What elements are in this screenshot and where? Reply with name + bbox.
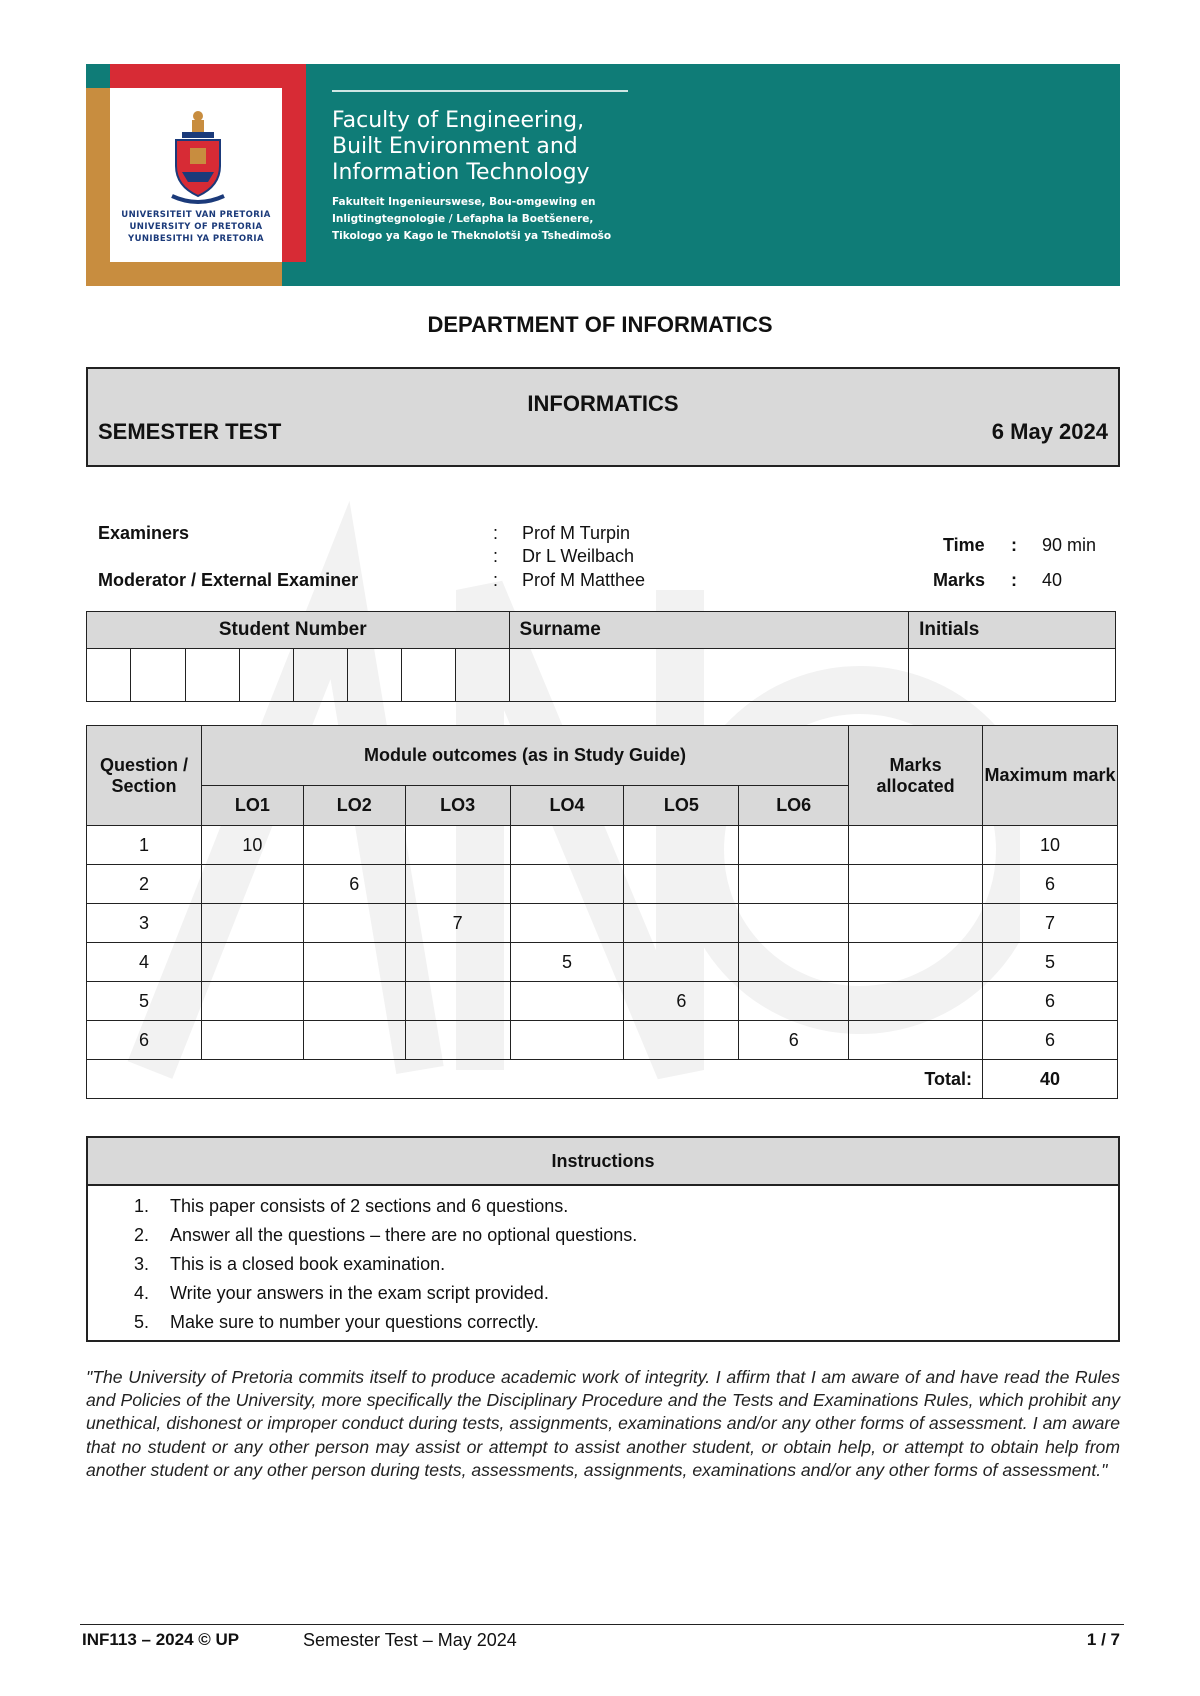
university-name-sepedi: YUNIBESITHI YA PRETORIA: [128, 234, 264, 244]
instruction-text: This paper consists of 2 sections and 6 questions.: [170, 1196, 569, 1216]
moderator-label: Moderator / External Examiner: [98, 570, 359, 590]
lo3-header: LO3: [405, 786, 510, 826]
list-item: [88, 1279, 1118, 1308]
examiners-label: Examiners: [98, 523, 190, 543]
lo-mark: 6: [303, 865, 405, 904]
instructions-title: Instructions: [88, 1138, 1118, 1186]
lo-mark: [303, 982, 405, 1021]
lo-mark: [201, 904, 303, 943]
lo-mark: 10: [201, 826, 303, 865]
lo-mark: [739, 943, 849, 982]
lo-mark: [303, 1021, 405, 1060]
lo-mark: [201, 865, 303, 904]
footer-rule: [80, 1624, 1124, 1625]
test-date: 6 May 2024: [991, 419, 1108, 444]
faculty-subtitle-line-3: Tikologo ya Kago le Theknolotši ya Tshedimošo: [332, 230, 612, 242]
footer-course-code: INF113 – 2024 © UP: [82, 1630, 240, 1649]
question-number: 5: [87, 982, 202, 1021]
lo-mark: 6: [739, 1021, 849, 1060]
marks-colon: :: [1011, 570, 1017, 590]
student-number-digit-4[interactable]: [239, 649, 293, 702]
university-logo: [110, 88, 282, 262]
university-name-english: UNIVERSITY OF PRETORIA: [129, 222, 263, 232]
marks-label: Marks: [933, 570, 986, 590]
table-row: [87, 865, 1118, 904]
initials-field[interactable]: [909, 649, 1116, 702]
examiners-colon: :: [493, 523, 499, 543]
maximum-mark-header: Maximum mark: [983, 726, 1118, 826]
lo-mark: [510, 904, 624, 943]
student-number-digit-2[interactable]: [130, 649, 185, 702]
lo-mark: [405, 865, 510, 904]
lo-mark: [624, 943, 739, 982]
faculty-title-line-3: Information Technology: [332, 160, 590, 185]
faculty-subtitle-line-2: Inligtingtegnologie / Lefapha la Boetšenere,: [332, 213, 594, 225]
examiner-2: Dr L Weilbach: [522, 546, 635, 566]
marks-allocated-header: Marks allocated: [849, 726, 983, 826]
instruction-text: Answer all the questions – there are no optional questions.: [170, 1225, 638, 1245]
question-number: 2: [87, 865, 202, 904]
lo1-header: LO1: [201, 786, 303, 826]
lo-mark: [510, 1021, 624, 1060]
lo-mark: [405, 982, 510, 1021]
marks-value: 40: [1042, 570, 1063, 590]
examiners-colon-2: :: [493, 546, 499, 566]
instruction-number: 4.: [134, 1283, 150, 1303]
lo-mark: [624, 826, 739, 865]
student-details-table: [86, 611, 1116, 702]
student-number-digit-3[interactable]: [185, 649, 239, 702]
list-item: [88, 1192, 1118, 1221]
list-item: [88, 1308, 1118, 1337]
lo-mark: [510, 865, 624, 904]
lo-mark: [624, 904, 739, 943]
test-type: SEMESTER TEST: [98, 419, 282, 444]
subject-title: INFORMATICS: [527, 391, 679, 416]
table-row: [87, 1021, 1118, 1060]
table-row: [87, 982, 1118, 1021]
total-row: [87, 1060, 1118, 1099]
lo-mark: 7: [405, 904, 510, 943]
time-label: Time: [943, 535, 985, 555]
lo-mark: [405, 943, 510, 982]
lo-mark: [624, 865, 739, 904]
banner-rule: [332, 90, 628, 92]
footer-test-name: Semester Test – May 2024: [303, 1630, 517, 1650]
test-header-box: [86, 367, 1120, 467]
table-row: [87, 943, 1118, 982]
time-value: 90 min: [1042, 535, 1097, 555]
moderator-colon: :: [493, 570, 499, 590]
integrity-pledge: "The University of Pretoria commits itself to produce academic work of integrity. I affirm that I am aware of and have read the Rules and Policies of the University, more specifically the Disciplinary Procedure and the Tests and Examinations Rules, which prohibit any unethical, dishonest or improper conduct during tests, assignments, examinations and/or any other forms of assessment. I am aware that no student or any other person may assist or attempt to assist another student, or obtain help, or attempt to obtain help from another student or any other person during tests, assessments, assignments, examinations and/or any other forms of assessment.": [86, 1367, 1120, 1480]
marks-table: [86, 725, 1118, 1099]
instruction-text: Make sure to number your questions correctly.: [170, 1312, 539, 1332]
faculty-banner: [86, 64, 1120, 286]
maximum-mark: 7: [983, 904, 1118, 943]
lo5-header: LO5: [624, 786, 739, 826]
lo-mark: [303, 826, 405, 865]
question-number: 3: [87, 904, 202, 943]
instruction-number: 5.: [134, 1312, 150, 1332]
lo-mark: [739, 826, 849, 865]
total-value: 40: [983, 1060, 1118, 1099]
lo-mark: [405, 1021, 510, 1060]
student-number-digit-8[interactable]: [455, 649, 509, 702]
maximum-mark: 6: [983, 865, 1118, 904]
instructions-box: [86, 1136, 1120, 1342]
university-crest-icon: [168, 108, 228, 208]
time-colon: :: [1011, 535, 1017, 555]
banner-gold-bar-bottom: [86, 262, 282, 286]
lo-mark: [201, 943, 303, 982]
marks-allocated-cell[interactable]: [849, 1021, 983, 1060]
examiner-1: Prof M Turpin: [522, 523, 631, 543]
student-number-digit-7[interactable]: [401, 649, 455, 702]
lo-mark: [510, 826, 624, 865]
question-number: 4: [87, 943, 202, 982]
lo6-header: LO6: [739, 786, 849, 826]
question-section-header: Question / Section: [87, 726, 202, 826]
instruction-number: 3.: [134, 1254, 150, 1274]
marks-allocated-cell[interactable]: [849, 865, 983, 904]
student-number-digit-1[interactable]: [87, 649, 131, 702]
marks-allocated-cell[interactable]: [849, 826, 983, 865]
maximum-mark: 6: [983, 982, 1118, 1021]
total-label: Total:: [87, 1060, 983, 1099]
instruction-number: 2.: [134, 1225, 150, 1245]
instruction-number: 1.: [134, 1196, 150, 1216]
footer-page-number: 1 / 7: [1086, 1630, 1120, 1649]
table-row: [87, 826, 1118, 865]
surname-header: Surname: [509, 612, 909, 649]
lo-mark: [201, 982, 303, 1021]
department-title: DEPARTMENT OF INFORMATICS: [427, 312, 773, 337]
maximum-mark: 6: [983, 1021, 1118, 1060]
module-outcomes-header: Module outcomes (as in Study Guide): [201, 726, 848, 786]
university-name-afrikaans: UNIVERSITEIT VAN PRETORIA: [121, 210, 271, 220]
lo-mark: [739, 865, 849, 904]
lo-mark: [624, 1021, 739, 1060]
lo-mark: [739, 904, 849, 943]
faculty-subtitle-line-1: Fakulteit Ingenieurswese, Bou-omgewing en: [332, 196, 596, 208]
marks-allocated-cell[interactable]: [849, 904, 983, 943]
maximum-mark: 5: [983, 943, 1118, 982]
question-number: 1: [87, 826, 202, 865]
initials-header: Initials: [909, 612, 1116, 649]
lo-mark: 5: [510, 943, 624, 982]
lo-mark: 6: [624, 982, 739, 1021]
lo-mark: [405, 826, 510, 865]
lo-mark: [739, 982, 849, 1021]
faculty-title-line-1: Faculty of Engineering,: [332, 108, 585, 133]
instruction-text: Write your answers in the exam script provided.: [170, 1283, 549, 1303]
student-number-header: Student Number: [87, 612, 510, 649]
moderator-name: Prof M Matthee: [522, 570, 646, 590]
lo-mark: [201, 1021, 303, 1060]
list-item: [88, 1221, 1118, 1250]
student-number-digit-6[interactable]: [347, 649, 401, 702]
surname-field[interactable]: [509, 649, 909, 702]
lo2-header: LO2: [303, 786, 405, 826]
question-number: 6: [87, 1021, 202, 1060]
student-number-digit-5[interactable]: [293, 649, 347, 702]
faculty-title-line-2: Built Environment and: [332, 134, 578, 159]
marks-allocated-cell[interactable]: [849, 982, 983, 1021]
table-row: [87, 904, 1118, 943]
lo4-header: LO4: [510, 786, 624, 826]
marks-allocated-cell[interactable]: [849, 943, 983, 982]
list-item: [88, 1250, 1118, 1279]
lo-mark: [303, 943, 405, 982]
lo-mark: [303, 904, 405, 943]
instructions-list: [88, 1192, 1118, 1337]
maximum-mark: 10: [983, 826, 1118, 865]
banner-gold-bar: [86, 88, 110, 286]
instruction-text: This is a closed book examination.: [170, 1254, 446, 1274]
lo-mark: [510, 982, 624, 1021]
